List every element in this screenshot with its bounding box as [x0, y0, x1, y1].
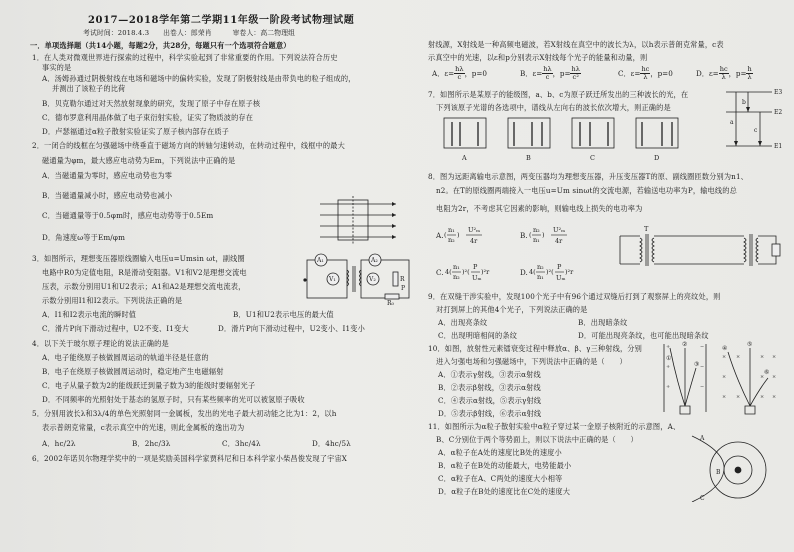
transmission-line	[654, 236, 744, 264]
q7-energy-level-figure	[724, 84, 786, 154]
transformer-t-label: T	[644, 225, 649, 233]
svg-text:n₁: n₁	[532, 236, 540, 244]
q8-power-transmission-figure	[614, 222, 782, 278]
svg-text:U²ₘ: U²ₘ	[552, 226, 565, 234]
transition-label: a	[730, 119, 734, 126]
svg-text:V₁: V₁	[329, 276, 336, 283]
fraction: $\frac{hc}{\lambda}$	[641, 65, 650, 81]
svg-text:)²r: )²r	[480, 268, 489, 276]
exam-title: 2017—2018学年第二学期11年级一阶段考试物理试题	[88, 15, 355, 26]
q2-rotating-coil-figure	[318, 196, 398, 246]
q4-stem: 4．以下关于玻尔原子理论的说法正确的是	[32, 339, 169, 348]
q1-option-b: B．贝克勒尔通过对天然放射现象的研究，发现了原子中存在原子核	[42, 99, 261, 108]
svg-text:n₂: n₂	[532, 226, 540, 234]
q11-alpha-scattering-figure	[688, 430, 778, 502]
right-column	[428, 0, 788, 552]
q10-option-b: B．②表示β射线，③表示α射线	[438, 383, 541, 392]
svg-text:×: ×	[760, 354, 765, 360]
svg-text:Uₘ: Uₘ	[471, 274, 481, 282]
transition-label: c	[754, 127, 758, 134]
q3-stem-line1: 3．如图所示，理想变压器原线圈输入电压u=Umsin ωt，副线圈	[32, 254, 245, 263]
svg-text:n₂: n₂	[536, 263, 544, 271]
spectrum-a	[444, 118, 486, 148]
q6-stem-line3: 示真空中的光速，以ε和p分别表示X射线每个光子的能量和动量，则	[428, 53, 648, 62]
svg-text:×: ×	[772, 354, 777, 360]
q2-stem-line1: 2．一闭合的线框在匀强磁场中绕垂直于磁场方向的转轴匀速转动，在转动过程中，线框中的最大	[32, 141, 345, 150]
q2-option-c: C．当磁通量等于0.5φm时，感应电动势等于0.5Em	[42, 211, 214, 220]
svg-text:×: ×	[772, 374, 777, 380]
gold-nucleus	[735, 467, 741, 473]
load	[772, 244, 780, 256]
q5-stem-line1: 5．分别用波长λ和3λ/4的单色光照射同一金属板，发出的光电子最大初动能之比为1：2，以h	[32, 409, 337, 418]
q10-radiation-fields-figure	[656, 338, 780, 418]
q8-option-b: B. ( n₂ n₁ ) U²ₘ 4r	[520, 222, 579, 248]
q8-stem-line2: n2。在T的原线圈两端接入一电压u=Um sinωt的交流电源，若输送电功率为P，输电线的总	[436, 186, 737, 195]
q3-option-a: A．I1和I2表示电流的瞬时值	[42, 310, 137, 319]
option-label: B	[526, 154, 531, 162]
q4-option-d: D．不同频率的光照射处于基态的氢原子时，只有某些频率的光可以被氢原子吸收	[42, 395, 305, 404]
q5-option-b: B．2hc/3λ	[132, 439, 171, 448]
q9-option-a: A．出现亮条纹	[438, 318, 488, 327]
q10-stem-line2: 进入匀强电场和匀强磁场中，下列说法中正确的是（ ）	[436, 357, 627, 366]
svg-text:R: R	[400, 276, 405, 283]
track-6	[750, 378, 768, 406]
q3-option-b: B．U1和U2表示电压的最大值	[233, 310, 334, 319]
q7-stem-line2: 下列该原子光谱的各选项中，谱线从左向右的波长依次增大，则正确的是	[436, 103, 671, 112]
fraction: $\frac{h\lambda}{c}$	[455, 65, 464, 81]
svg-text:V₂: V₂	[369, 276, 376, 283]
level-label: E2	[774, 109, 783, 116]
exam-meta: 考试时间：2018.4.3 出卷人：郎荣肖 审卷人：高二物理组	[83, 29, 296, 37]
q3-stem-line2: 电路中R0为定值电阻，R是滑动变阻器。V1和V2是理想交流电	[42, 268, 247, 277]
q7-stem-line1: 7．如图所示是某原子的能级图，a、b、c为原子跃迁所发出的三种波长的光，在	[428, 90, 689, 99]
option-label: C	[590, 154, 595, 162]
q8-option-c: C. 4( n₁ n₂ )²( P Uₘ )²r	[436, 259, 505, 285]
q2-option-d: D．角速度ω等于Em/φm	[42, 233, 126, 242]
q9-stem-line2: 对打到屏上的其他4个光子，下列说法正确的是	[436, 305, 588, 314]
svg-text:×: ×	[736, 394, 741, 400]
q11-option-c: C．α粒子在A、C两处的速度大小相等	[438, 474, 563, 483]
svg-text:P: P	[556, 263, 562, 271]
step-up-secondary	[652, 238, 654, 262]
q6-option-b: B．ε= $\frac{h\lambda}{c}$ ，p= $\frac{h\lambda}{\text{c²}}$	[520, 65, 580, 81]
q11-option-b: B．α粒子在B处的动能最大，电势能最小	[438, 461, 572, 470]
svg-text:4r: 4r	[554, 237, 562, 245]
svg-text:C: C	[700, 495, 705, 502]
q5-option-a: A．hc/2λ	[42, 439, 76, 448]
svg-text:④: ④	[722, 345, 728, 352]
transition-label: b	[742, 99, 746, 106]
svg-text:(: (	[528, 231, 532, 239]
svg-text:): )	[457, 231, 461, 239]
q1-stem-line1: 1．在人类对微观世界进行探索的过程中，科学实验起到了非常重要的作用。下列说法符合历史	[32, 53, 338, 62]
svg-text:n₁: n₁	[536, 273, 544, 281]
section-heading: 一．单项选择题（共14小题，每题2分，共28分，每题只有一个选项符合题意）	[30, 41, 291, 50]
q5-stem-line2: 表示普朗克常量，c表示真空中的光速，则此金属板的逸出功为	[42, 423, 245, 432]
q9-stem-line1: 9．在双缝干涉实验中，发现100个光子中有96个通过双缝后打到了观察屏上的亮纹处，则	[428, 292, 721, 301]
svg-text:−: −	[700, 384, 705, 390]
step-down-primary	[744, 238, 746, 262]
fraction: $\frac{hc}{\lambda}$	[719, 65, 728, 81]
svg-text:4(: 4(	[444, 268, 452, 276]
q8-stem-line1: 8．图为远距离输电示意图，两变压器均为理想变压器，升压变压器T的原、副线圈匝数分别为n1、	[428, 172, 749, 181]
q10-stem-line1: 10．如图，放射性元素镭衰变过程中释放α、β、γ三种射线，分别	[428, 344, 642, 353]
q1-stem-line2: 事实的是	[42, 63, 72, 72]
svg-text:A: A	[700, 435, 705, 442]
svg-text:⑤: ⑤	[747, 341, 753, 348]
q3-transformer-circuit-figure	[303, 252, 415, 306]
q6-option-a: A．ε= $\frac{h\lambda}{c}$ ，p=0	[432, 65, 487, 81]
q4-option-a: A．电子能绕原子核做圆周运动的轨道半径是任意的	[42, 353, 209, 362]
svg-text:U²ₘ: U²ₘ	[468, 226, 481, 234]
level-label: E1	[774, 143, 783, 150]
lead-box-right	[745, 406, 755, 414]
svg-text:+: +	[666, 344, 671, 350]
q9-option-b: B．出现暗条纹	[578, 318, 628, 327]
coil-frame	[338, 200, 368, 240]
svg-text:)²r: )²r	[564, 268, 574, 276]
q6-option-c: C．ε= $\frac{hc}{\lambda}$ ，p=0	[618, 65, 673, 81]
svg-text:×: ×	[722, 354, 727, 360]
q1-option-a-line2: 并测出了该粒子的比荷	[52, 84, 126, 93]
q3-option-c: C．滑片P向下滑动过程中，U2不变、I1变大	[42, 324, 189, 333]
svg-text:×: ×	[760, 394, 765, 400]
svg-text:n₂: n₂	[448, 236, 456, 244]
svg-text:Uₘ: Uₘ	[555, 274, 566, 282]
q11-stem-line2: B、C分别位于两个等势面上，则以下说法中正确的是（ ）	[436, 435, 638, 444]
svg-text:+: +	[666, 364, 671, 370]
level-label: E3	[774, 89, 783, 96]
q4-option-b: B．电子在绕原子核做圆周运动时，稳定地产生电磁辐射	[42, 367, 224, 376]
q9-option-c: C．出现明暗相间的条纹	[438, 331, 518, 340]
svg-text:A₁: A₁	[317, 257, 324, 264]
option-label: D	[654, 154, 660, 162]
q11-option-d: D．α粒子在B处的速度比在C处的速度大	[438, 487, 571, 496]
q10-option-c: C．④表示α射线，⑤表示γ射线	[438, 396, 542, 405]
svg-text:n₁: n₁	[452, 263, 460, 271]
formula-b	[529, 222, 579, 248]
svg-text:)²(: )²(	[545, 268, 554, 276]
left-column	[28, 0, 418, 552]
svg-text:)²(: )²(	[461, 268, 470, 276]
svg-text:③: ③	[694, 361, 700, 368]
svg-text:A₂: A₂	[371, 257, 378, 264]
source-circuit	[620, 236, 640, 264]
formula-c	[445, 259, 505, 285]
q9-option-d: D．可能出现亮条纹，也可能出现暗条纹	[578, 331, 709, 340]
step-up-primary	[640, 238, 642, 262]
track-1	[670, 348, 685, 406]
q10-option-d: D．⑤表示β射线，⑥表示α射线	[438, 409, 542, 418]
svg-text:×: ×	[722, 374, 727, 380]
fraction: $\frac{h}{\lambda}$	[747, 65, 752, 81]
q11-stem-line1: 11．如图所示为α粒子散射实验中α粒子穿过某一金原子核附近的示意图，A、	[428, 422, 681, 431]
svg-text:×: ×	[772, 394, 777, 400]
svg-text:−: −	[700, 364, 705, 370]
formula-d	[529, 259, 589, 285]
q1-option-c: C．德布罗意利用晶体做了电子束衍射实验，证实了物质波的存在	[42, 113, 254, 122]
q6-stem-line2: 射线源，X射线是一种高频电磁波，若X射线在真空中的波长为λ，以h表示普朗克常量，c表	[428, 40, 724, 49]
svg-text:×: ×	[760, 374, 765, 380]
q7-spectrum-options	[442, 116, 682, 166]
q2-stem-line2: 磁通量为φm，最大感应电动势为Em，下列说法中正确的是	[42, 156, 236, 165]
svg-text:−: −	[700, 344, 705, 350]
q4-option-c: C．电子从量子数为2的能级跃迁到量子数为3的能级时要辐射光子	[42, 381, 256, 390]
fraction: $\frac{h\lambda}{\text{c²}}$	[571, 65, 580, 81]
svg-text:P: P	[472, 263, 477, 271]
svg-text:×: ×	[736, 354, 741, 360]
svg-text:②: ②	[682, 341, 688, 348]
svg-text:): )	[541, 231, 545, 239]
q1-option-a-line1: A．汤姆孙通过阴极射线在电场和磁场中的偏转实验，发现了阴极射线是由带负电的粒子组成的，	[42, 74, 356, 83]
svg-text:⑥: ⑥	[764, 369, 770, 376]
svg-text:n₂: n₂	[452, 273, 460, 281]
svg-text:n₁: n₁	[448, 226, 456, 234]
option-label: A	[462, 154, 467, 162]
svg-text:×: ×	[722, 394, 727, 400]
resistor-r0	[385, 294, 399, 299]
q11-option-a: A．α粒子在A处的速度比B处的速度小	[438, 448, 562, 457]
svg-text:①: ①	[666, 355, 672, 362]
q8-option-d: D. 4( n₂ n₁ )²( P Uₘ )²r	[520, 259, 589, 285]
q1-option-d: D．卢瑟福通过α粒子散射实验证实了原子核内部存在质子	[42, 127, 230, 136]
formula-a	[444, 222, 494, 248]
track-3	[685, 368, 696, 406]
step-down-secondary	[756, 238, 758, 262]
q8-option-a: A. ( n₁ n₂ ) U²ₘ 4r	[436, 222, 494, 248]
q6-option-d: D．ε= $\frac{hc}{\lambda}$ ，p= $\frac{h}{\lambda}$	[696, 65, 752, 81]
svg-text:(: (	[444, 231, 448, 239]
q3-stem-line3: 压表，示数分别用U1和U2表示；A1和A2是理想交流电流表，	[42, 282, 246, 291]
q3-stem-line4: 示数分别用I1和I2表示。下列说法正确的是	[42, 296, 183, 305]
fraction: $\frac{h\lambda}{c}$	[543, 65, 552, 81]
q5-option-c: C．3hc/4λ	[222, 439, 261, 448]
lead-box-left	[680, 406, 690, 414]
q6-stem-line1: 6．2002年诺贝尔物理学奖中的一项是奖励美国科学家贾科尼和日本科学家小柴昌俊发现了宇宙X	[32, 454, 348, 463]
q5-option-d: D．4hc/5λ	[312, 439, 351, 448]
svg-text:+: +	[666, 384, 671, 390]
rheostat-r	[393, 272, 398, 286]
svg-text:4(: 4(	[528, 268, 536, 276]
svg-text:4r: 4r	[470, 237, 478, 245]
q8-stem-line3: 电阻为2r，不考虑其它因素的影响，则输电线上损失的电功率为	[436, 204, 643, 213]
q3-option-d: D．滑片P向下滑动过程中，U2变小、I1变小	[218, 324, 365, 333]
q2-option-b: B．当磁通量减小时，感应电动势也减小	[42, 191, 173, 200]
svg-text:B: B	[716, 469, 721, 476]
q2-option-a: A．当磁通量为零时，感应电动势也为零	[42, 171, 173, 180]
svg-text:R₀: R₀	[387, 300, 394, 306]
q10-option-a: A．①表示γ射线，③表示α射线	[438, 370, 541, 379]
svg-text:P: P	[401, 285, 406, 292]
